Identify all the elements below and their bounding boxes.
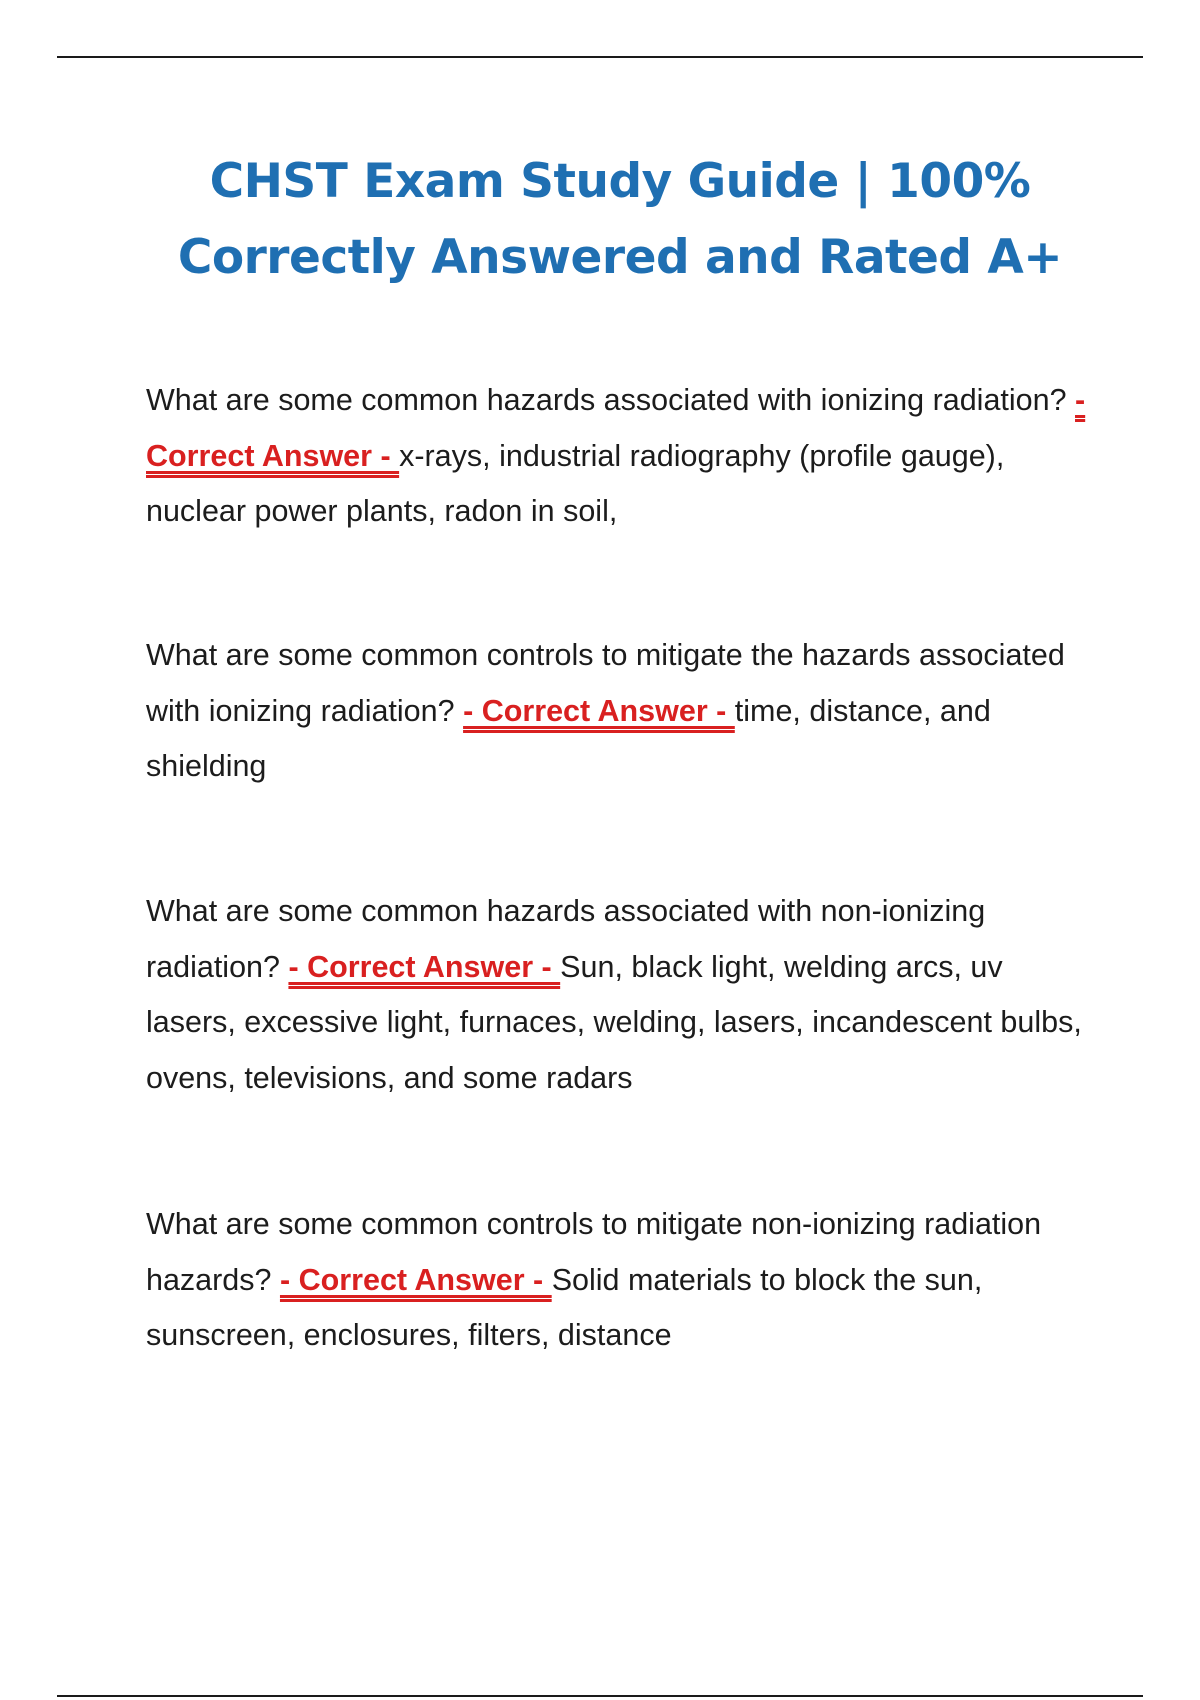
question-text: What are some common hazards associated with non-ionizing radiation? [146,894,986,984]
qa-item-2 [146,628,1086,795]
correct-answer-marker: - Correct Answer - [279,1262,552,1297]
qa-item-3 [146,884,1086,1106]
question-text: What are some common controls to mitigate the hazards associated with ionizing radiation? [146,638,1065,728]
title-line-2: Correctly Answered and Rated A+ [177,230,1063,285]
answer-text: x-rays, industrial radiography (profile gauge), nuclear power plants, radon in soil, [146,438,1005,528]
question-text: What are some common hazards associated with ionizing radiation? [146,383,1076,417]
title-line-1: CHST Exam Study Guide | 100% [209,154,1031,209]
answer-text: time, distance, and shielding [146,693,991,783]
correct-answer-marker: - Correct Answer - [288,949,561,984]
answer-text: Solid materials to block the sun, sunscreen, enclosures, filters, distance [146,1262,983,1352]
qa-item-4 [146,1197,1086,1364]
document-title [100,144,1140,296]
correct-answer-marker: - Correct Answer - [463,693,735,728]
qa-item-1 [146,373,1086,540]
answer-text: Sun, black light, welding arcs, uv lasers, excessive light, furnaces, welding, lasers, incandescent bulbs, ovens, televisions, and some radars [146,949,1082,1095]
top-divider [57,56,1143,58]
correct-answer-marker: - Correct Answer - [146,383,1086,473]
question-text: What are some common controls to mitigate non-ionizing radiation hazards? [146,1207,1042,1297]
bottom-divider [57,1695,1143,1697]
